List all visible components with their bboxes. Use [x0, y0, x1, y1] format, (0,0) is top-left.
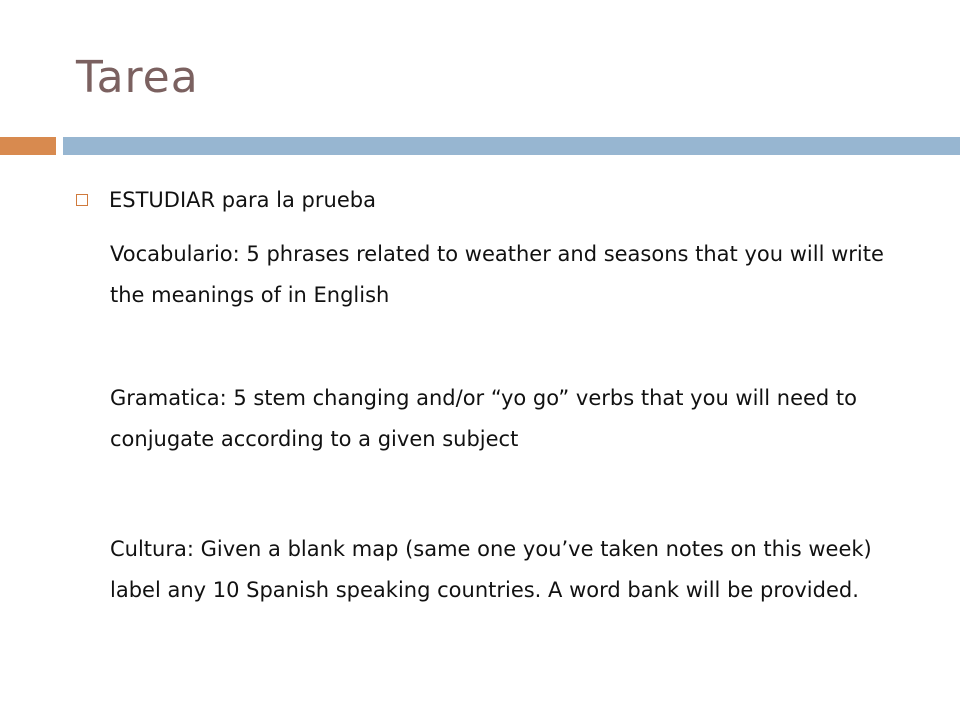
title-accent-bar: [0, 137, 56, 155]
vocabulary-paragraph: Vocabulario: 5 phrases related to weather and seasons that you will write the meanings of in English: [110, 242, 884, 307]
slide-title: Tarea: [76, 52, 199, 103]
culture-paragraph: Cultura: Given a blank map (same one you’ve taken notes on this week) label any 10 Spanish speaking countries. A word bank will be provided.: [110, 537, 872, 602]
bullet-text: ESTUDIAR para la prueba: [109, 188, 376, 212]
bullet-item: [76, 184, 376, 216]
title-rule-bar: [63, 137, 960, 155]
hollow-square-bullet-icon: [76, 194, 88, 206]
grammar-paragraph: Gramatica: 5 stem changing and/or “yo go” verbs that you will need to conjugate according to a given subject: [110, 386, 858, 451]
